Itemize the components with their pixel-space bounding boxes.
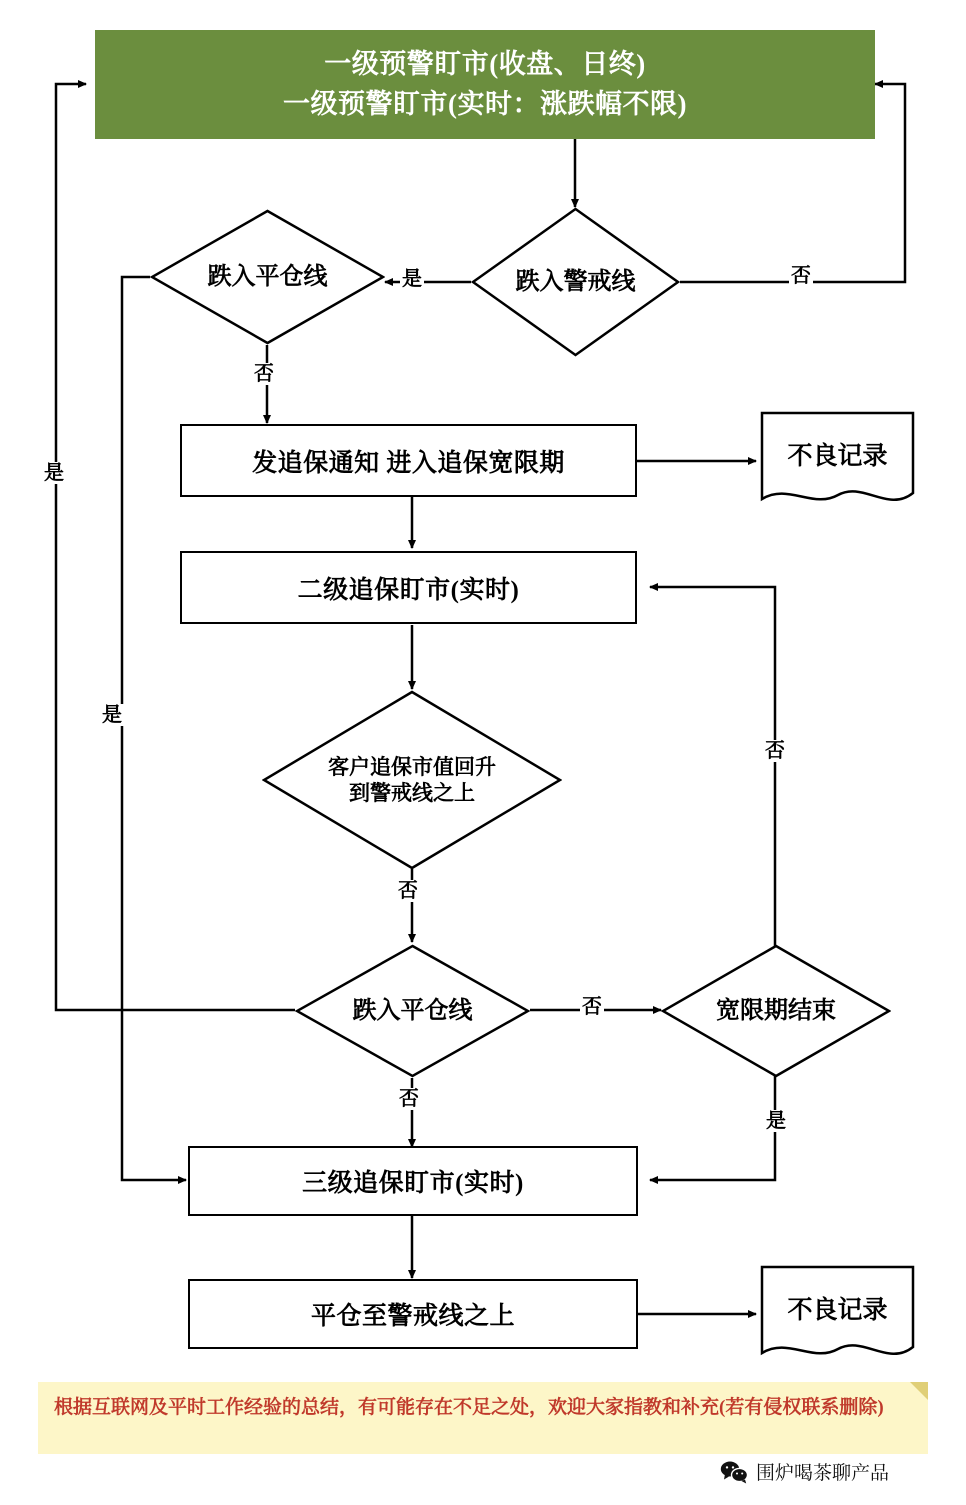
node-fall-warning-line-label: 跌入警戒线: [515, 269, 636, 295]
node-bad-record-2: [760, 1265, 915, 1365]
node-level1-warning-header: [95, 30, 875, 139]
node-fall-liquidation-line-1-label: 跌入平仓线: [207, 264, 328, 290]
node-level3-margin-monitor: [188, 1146, 638, 1216]
node-level2-margin-monitor-label: 二级追保盯市(实时): [297, 576, 520, 604]
node-margin-call-notice: [180, 424, 637, 497]
wechat-icon: [720, 1460, 748, 1484]
edge-label-grace-yes: 是: [766, 1110, 786, 1132]
node-liquidate-above-warning: [188, 1279, 638, 1349]
edge-label-recover-no: 否: [398, 880, 418, 902]
node-level2-margin-monitor: [180, 551, 637, 624]
note-corner-fold: [910, 1382, 928, 1400]
node-grace-period-end: [661, 944, 891, 1078]
edge-label-warn-yes: 是: [402, 268, 422, 290]
node-fall-liquidation-line-1: [150, 209, 385, 345]
edge-label-fall1-yes: 是: [102, 704, 122, 726]
edge-label-fall2-no-down: 否: [399, 1088, 419, 1110]
node-fall-liquidation-line-2: [295, 944, 530, 1078]
node-bad-record-2-label: 不良记录: [787, 1297, 888, 1324]
node-value-recovered-above-warning: [262, 690, 562, 870]
header-line-2: 一级预警盯市(实时：涨跌幅不限): [283, 88, 687, 119]
node-liquidate-above-warning-label: 平仓至警戒线之上: [310, 1303, 515, 1330]
disclaimer-note: [38, 1382, 928, 1454]
wechat-account-footer: [720, 1458, 889, 1485]
header-line-1: 一级预警盯市(收盘、日终): [324, 49, 646, 80]
edge-label-warn-no: 否: [791, 265, 811, 287]
edge-label-fall1-no: 否: [254, 363, 274, 385]
node-grace-period-end-label: 宽限期结束: [716, 998, 836, 1024]
node-bad-record-1-label: 不良记录: [787, 443, 888, 470]
disclaimer-note-text: 根据互联网及平时工作经验的总结，有可能存在不足之处，欢迎大家指教和补充(若有侵权联系删除): [54, 1397, 884, 1418]
node-bad-record-1: [760, 411, 915, 511]
edge-label-grace-no: 否: [765, 740, 785, 762]
node-margin-call-notice-label: 发追保通知 进入追保宽限期: [252, 449, 565, 477]
edge-label-fall2-yes: 是: [44, 462, 64, 484]
edge-label-fall2-no-right: 否: [582, 996, 602, 1018]
node-fall-warning-line: [471, 207, 680, 357]
node-level3-margin-monitor-label: 三级追保盯市(实时): [302, 1170, 524, 1197]
wechat-account-name: 围炉喝茶聊产品: [756, 1463, 890, 1484]
node-fall-liquidation-line-2-label: 跌入平仓线: [352, 998, 473, 1024]
node-value-recovered-above-warning-label: 客户追保市值回升到警戒线之上: [328, 754, 496, 805]
